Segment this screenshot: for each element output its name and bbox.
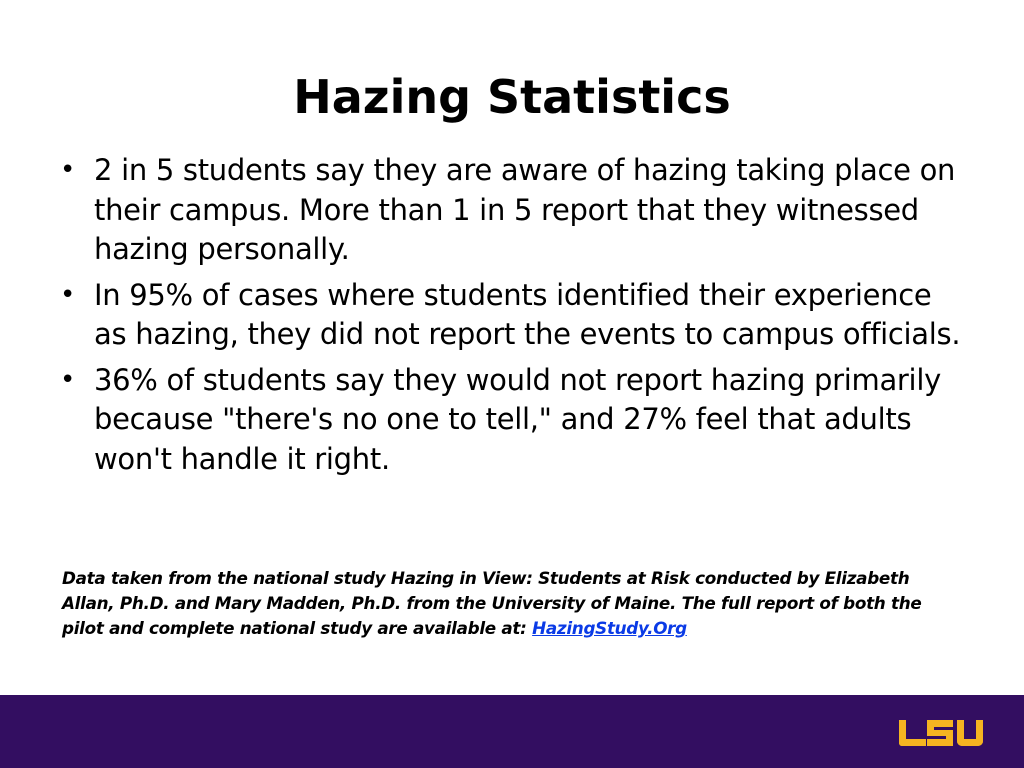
- bullet-item-reasons: [60, 361, 970, 480]
- bullet-item-awareness: [60, 151, 970, 270]
- logo-letter-l: [899, 720, 926, 746]
- lsu-logo: [899, 720, 983, 750]
- bullet-icon: •: [60, 364, 76, 395]
- bullet-text: In 95% of cases where students identified their experience as hazing, they did not report the events to campus officials.: [94, 277, 961, 351]
- bullet-text: 2 in 5 students say they are aware of hazing taking place on their campus. More than 1 in 5 report that they witnessed hazing personally.: [94, 153, 956, 266]
- hazing-study-link[interactable]: HazingStudy.Org: [532, 618, 687, 638]
- logo-letter-u: [957, 720, 983, 746]
- bullet-list: [60, 151, 970, 485]
- bullet-icon: •: [60, 155, 76, 185]
- slide-title: Hazing Statistics: [293, 70, 731, 124]
- footer-bar: [0, 695, 1024, 768]
- source-note: [62, 566, 942, 641]
- bullet-icon: •: [60, 279, 76, 310]
- source-note-text: Data taken from the national study Hazing in View: Students at Risk conducted by Elizabeth Allan, Ph.D. and Mary Madden, Ph.D. from the University of Maine. The full report of both the pilot and complete national study are available at:: [62, 568, 922, 638]
- logo-letter-s: [927, 720, 953, 746]
- bullet-item-reporting: [60, 276, 970, 355]
- bullet-text: 36% of students say they would not report hazing primarily because "there's no one to tell," and 27% feel that adults won't handle it right.: [94, 362, 941, 476]
